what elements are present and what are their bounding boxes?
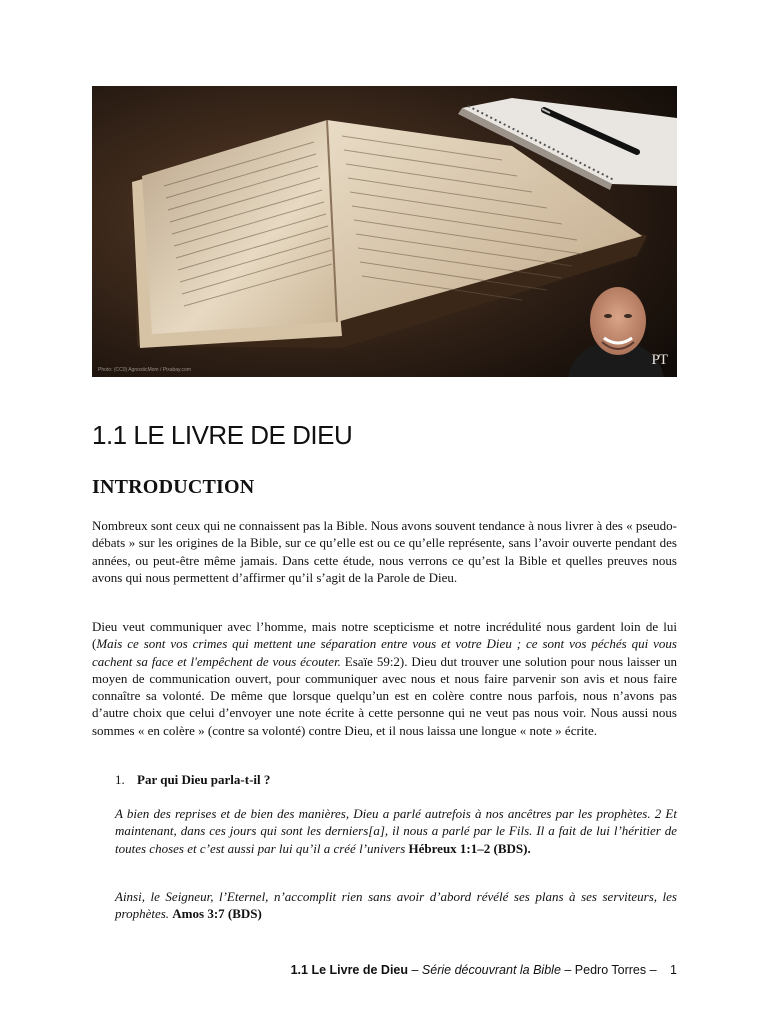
quote-reference: Hébreux 1:1–2 (BDS) [408,840,528,856]
footer-series: Série découvrant la Bible [421,963,561,977]
page-number: 1 [670,963,677,977]
hero-image [92,86,677,377]
paragraph-2-text: Dieu veut communiquer avec l’homme, mais notre scepticisme et notre incrédulité nous gardent loin de lui ( [92,619,677,652]
photo-credit: Photo: (CC0) AgnosticMom / Pixabay.com [98,367,191,373]
footer-separator: – [408,963,422,977]
quote-text: A bien des reprises et de bien des manières, Dieu a parlé autrefois à nos ancêtres par les prophètes. 2 Et maintenant, dans ces jours qui sont les derniers[a], il nous a parlé par le Fils. Il a fait de lui l’héritier de toutes choses et c’est aussi par lui qu’il a créé l’univers [115,806,677,856]
quote-text: Ainsi, le Seigneur, l’Eternel, n’accomplit rien sans avoir d’abord révélé ses plans à ses serviteurs, les prophètes. [115,889,677,922]
footer-author: – Pedro Torres – [560,963,661,977]
page-footer [291,963,677,977]
open-bible-illustration [92,86,677,377]
paragraph-2-text-continued: Esaïe 59:2). Dieu dut trouver une solution pour nous laisser un moyen de communication ouvert, pour communiquer avec nous et nous faire parvenir son avis et nous faire connaître sa volonté. De même que lorsque quelqu’un est en colère contre nous parfois, nous n’avons pas d’autre choix que celui d’envoyer une note écrite à cette personne qui ne veut pas nous voir. Nous aussi nous sommes « en colère » (contre sa volonté) contre Dieu, et il nous laissa une longue « note » écrite. [92,653,677,738]
scripture-quote-amos [115,888,677,923]
section-heading: INTRODUCTION [92,476,255,498]
paragraph-2-scripture-quote: Mais ce sont vos crimes qui mettent une séparation entre vous et votre Dieu ; ce sont vos péchés qui vous cachent sa face et l'empêchent de vous écouter. [92,636,677,669]
list-number: 1. [115,772,125,787]
quote-reference: Amos 3:7 (BDS) [172,906,262,922]
chapter-title: 1.1 LE LIVRE DE DIEU [92,420,353,450]
footer-title: 1.1 Le Livre de Dieu [290,963,409,977]
quote-end: . [527,840,531,856]
scripture-quote-hebrews [115,805,677,857]
intro-paragraph-1: Nombreux sont ceux qui ne connaissent pas la Bible. Nous avons souvent tendance à nous livrer à des « pseudo-débats » sur les origines de la Bible, sur ce qu’elle est ou ce qu’elle représente, sans l’avoir ouverte pendant des années, ou peut-être même jamais. Dans cette étude, nous verrons ce qu’est la Bible et quelles preuves nous avons qui nous permettent d’affirmer qu’il s’agit de la Parole de Dieu. [92,518,677,585]
list-question: Par qui Dieu parla-t-il ? [137,772,271,787]
pt-watermark: PT [651,352,667,368]
intro-paragraph-2 [92,618,677,739]
